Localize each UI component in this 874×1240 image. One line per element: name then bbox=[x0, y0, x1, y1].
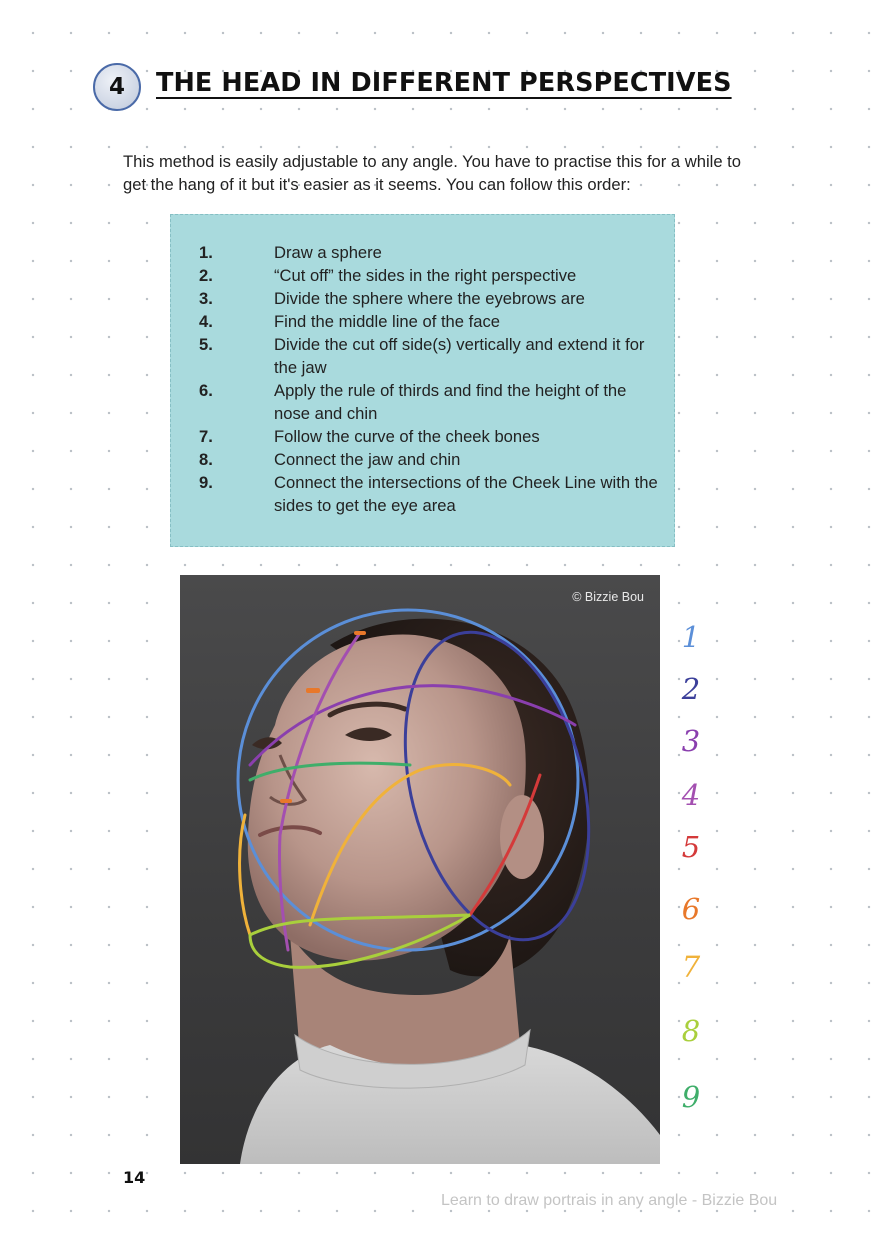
step-text: Divide the sphere where the eyebrows are bbox=[274, 289, 585, 308]
steps-list bbox=[199, 241, 664, 517]
step-number: 2. bbox=[199, 266, 213, 285]
step-item bbox=[199, 310, 664, 333]
legend-number: 6 bbox=[681, 892, 701, 926]
step-number: 6. bbox=[199, 381, 213, 400]
step-item bbox=[199, 379, 664, 425]
steps-box bbox=[170, 214, 675, 547]
step-number: 4. bbox=[199, 312, 213, 331]
legend-number: 7 bbox=[681, 950, 701, 984]
thirds-mark bbox=[280, 799, 292, 803]
ear-shape bbox=[500, 795, 544, 879]
step-color-legend bbox=[676, 620, 706, 1130]
step-number: 3. bbox=[199, 289, 213, 308]
step-text: “Cut off” the sides in the right perspective bbox=[274, 266, 577, 285]
step-text: Connect the intersections of the Cheek Line with the sides to get the eye area bbox=[274, 473, 658, 515]
step-number: 9. bbox=[199, 473, 213, 492]
step-item bbox=[199, 425, 664, 448]
legend-number: 2 bbox=[681, 672, 701, 706]
thirds-mark bbox=[306, 688, 320, 693]
legend-number: 8 bbox=[681, 1014, 701, 1048]
legend-number: 4 bbox=[681, 778, 701, 812]
photo-copyright: © Bizzie Bou bbox=[572, 590, 644, 604]
step-number: 7. bbox=[199, 427, 213, 446]
legend-number: 9 bbox=[681, 1080, 701, 1114]
legend-number: 1 bbox=[681, 620, 701, 654]
portrait-illustration bbox=[180, 575, 660, 1164]
section-number: 4 bbox=[108, 74, 125, 100]
step-number: 8. bbox=[199, 450, 213, 469]
portrait-photo bbox=[180, 575, 660, 1164]
step-item bbox=[199, 287, 664, 310]
section-number-badge bbox=[93, 63, 141, 111]
step-text: Connect the jaw and chin bbox=[274, 450, 461, 469]
step-number: 1. bbox=[199, 243, 213, 262]
step-text: Find the middle line of the face bbox=[274, 312, 500, 331]
legend-number: 5 bbox=[681, 830, 701, 864]
step-item bbox=[199, 264, 664, 287]
step-item bbox=[199, 333, 664, 379]
page-title: THE HEAD IN DIFFERENT PERSPECTIVES bbox=[156, 68, 732, 98]
step-number: 5. bbox=[199, 335, 213, 354]
step-text: Follow the curve of the cheek bones bbox=[274, 427, 540, 446]
intro-paragraph: This method is easily adjustable to any angle. You have to practise this for a while to get the hang of it but it's easier as it seems. You can follow this order: bbox=[123, 152, 742, 194]
thirds-mark bbox=[354, 631, 366, 635]
step-item bbox=[199, 471, 664, 517]
step-item bbox=[199, 241, 664, 264]
legend-number: 3 bbox=[681, 724, 701, 758]
step-text: Apply the rule of thirds and find the height of the nose and chin bbox=[274, 381, 627, 423]
footer-text: Learn to draw portrais in any angle - Bizzie Bou bbox=[441, 1192, 778, 1209]
page-number: 14 bbox=[123, 1168, 146, 1187]
step-text: Draw a sphere bbox=[274, 243, 382, 262]
step-text: Divide the cut off side(s) vertically and extend it for the jaw bbox=[274, 335, 645, 377]
step-item bbox=[199, 448, 664, 471]
